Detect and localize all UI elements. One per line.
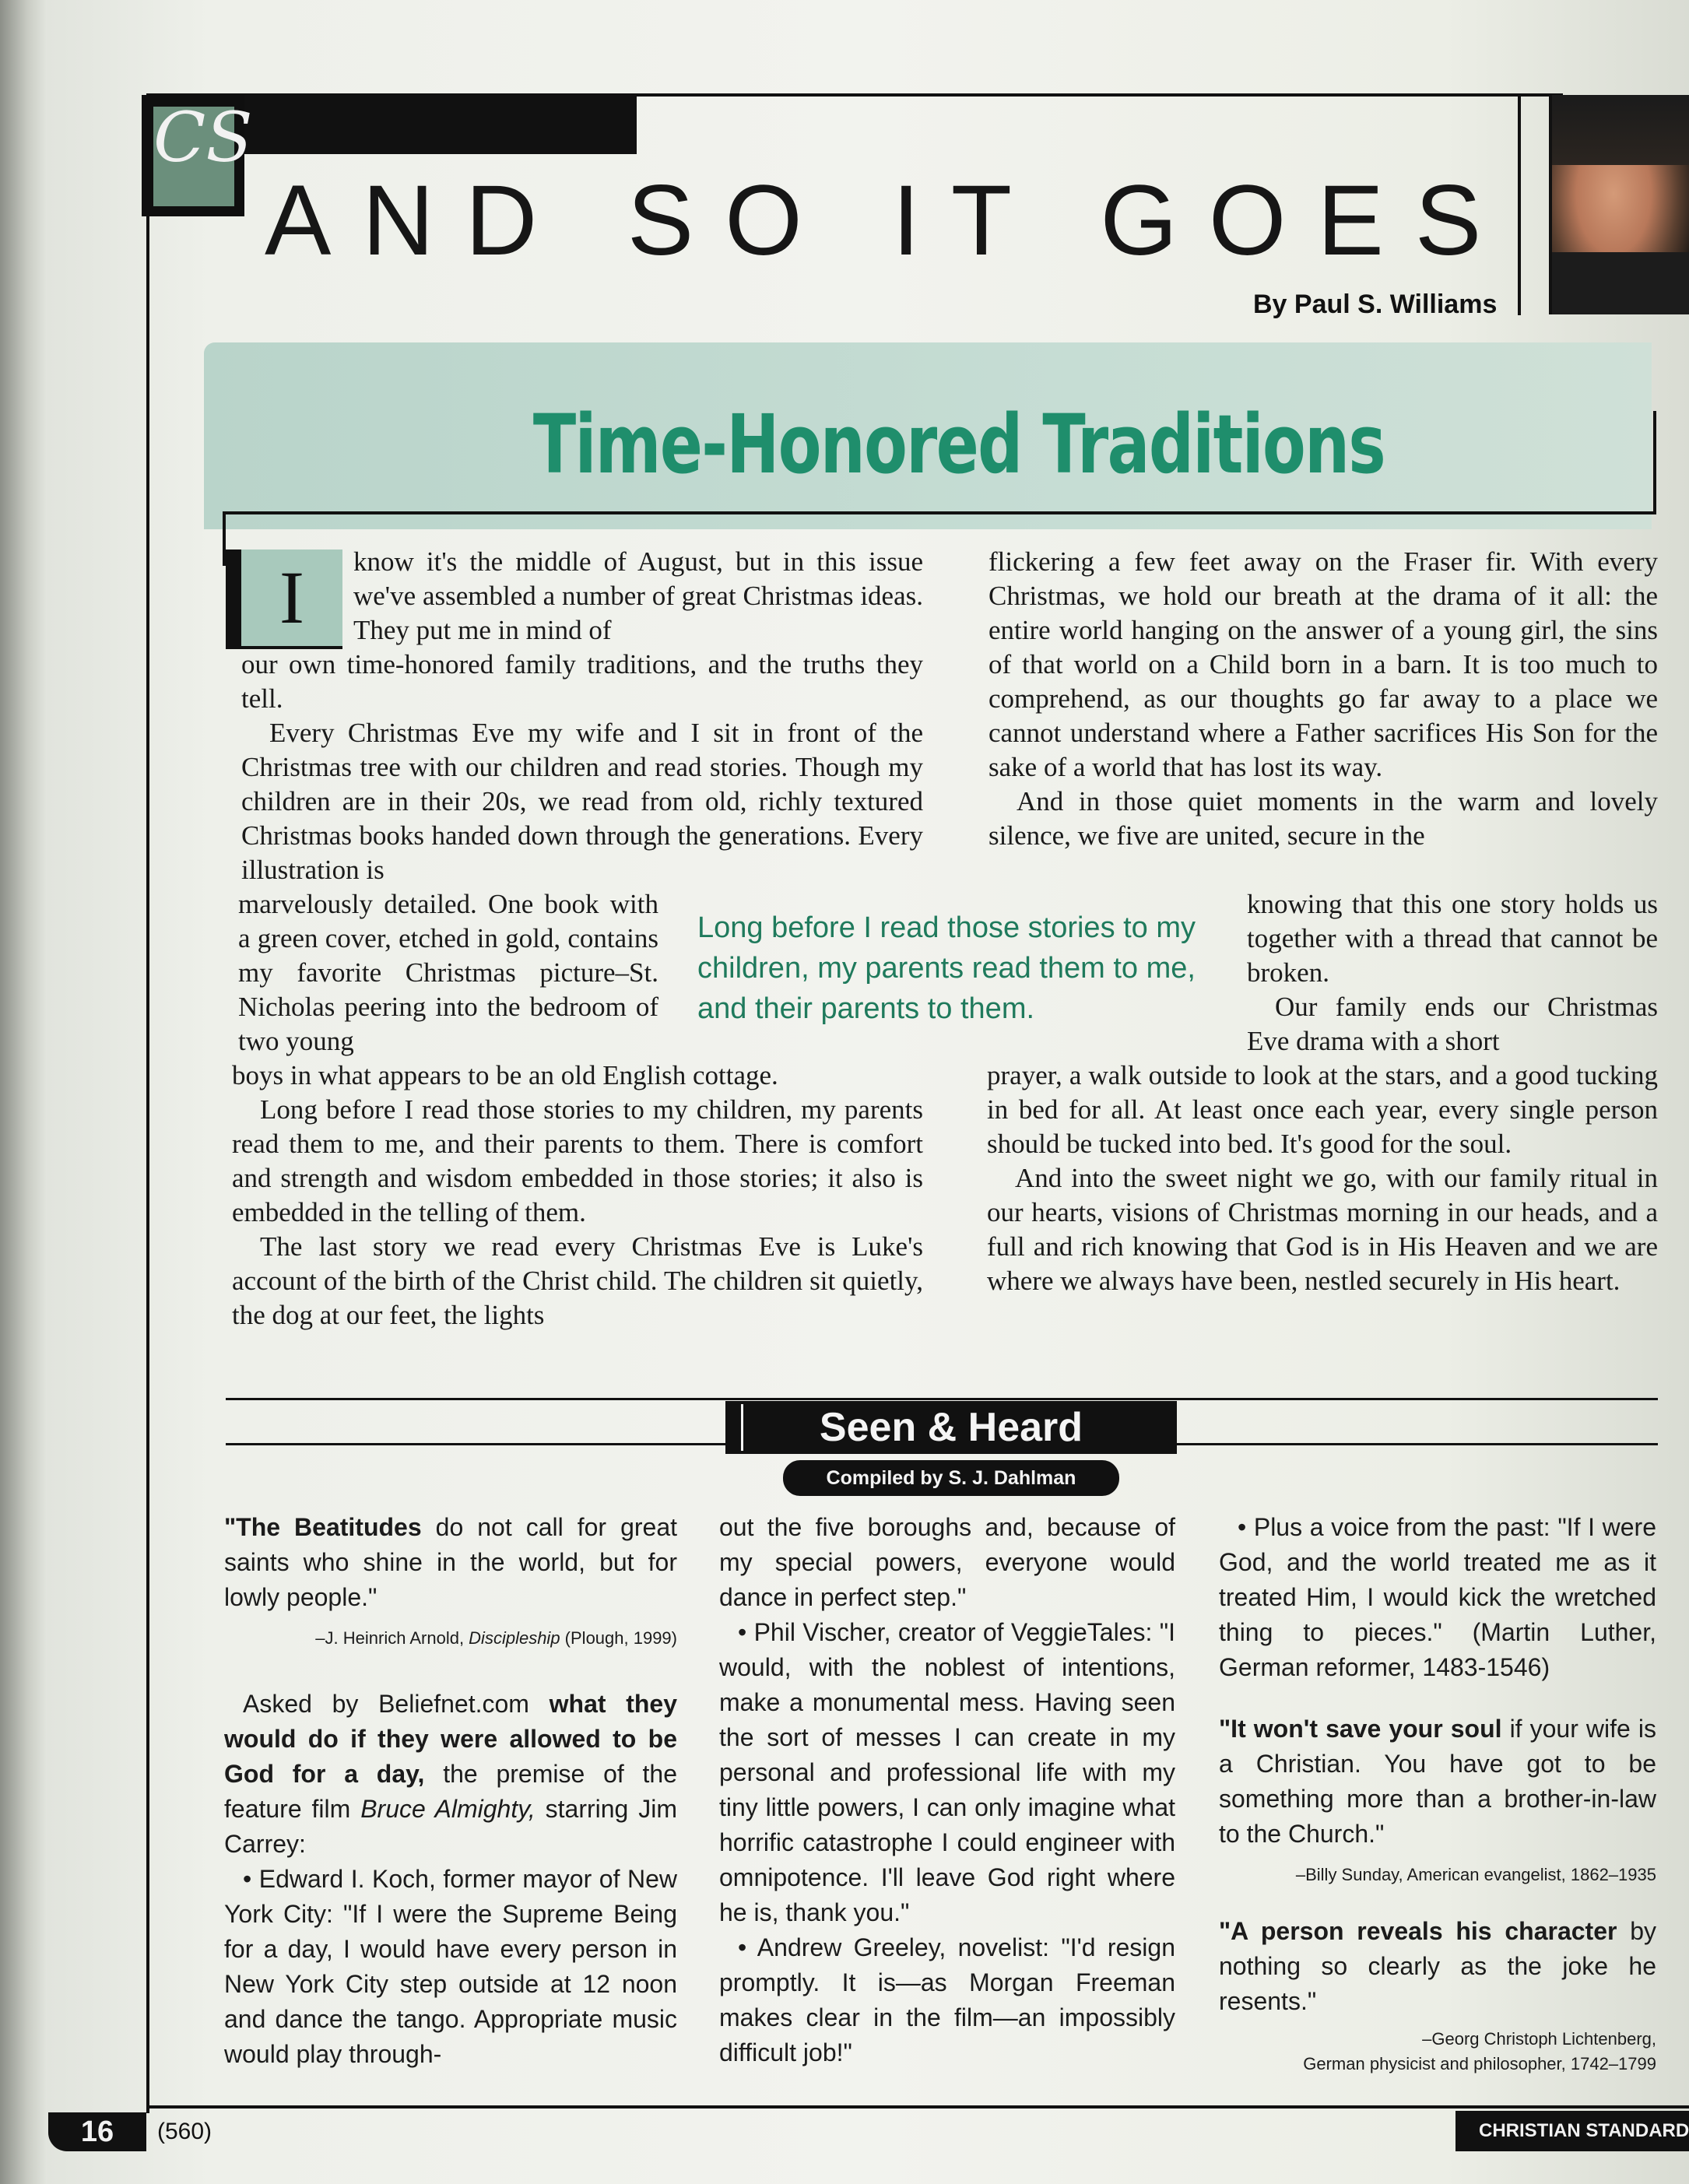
greeley-quote: • Andrew Greeley, novelist: "I'd resign promptly. It is—as Morgan Freeman makes clear in the film—an impossibly difficult job!": [719, 1933, 1175, 2066]
byline: By Paul S. Williams: [1253, 290, 1498, 319]
beatitudes-quote: "The Beatitudes do not call for great saints who shine in the world, but for lowly people.": [224, 1513, 678, 1611]
seen-heard-column-2: [719, 1510, 1175, 2070]
beatitudes-attribution: –J. Heinrich Arnold, Discipleship (Plough, 1999): [315, 1628, 677, 1648]
article-paragraph-5-start: And in those quiet moments in the warm and lovely silence, we five are united, secure in the: [988, 786, 1658, 851]
section-rule-top: [226, 1398, 1658, 1400]
pull-quote: Long before I read those stories to my children, my parents read them to me, and their parents to them.: [697, 911, 1196, 1025]
magazine-name: CHRISTIAN STANDARD: [1455, 2111, 1689, 2151]
article-column-2-top: [988, 545, 1658, 853]
article-paragraph-1-opening: know it's the middle of August, but in this issue we've assembled a number of great Christmas ideas. They put me in mind of: [353, 546, 923, 645]
article-paragraph-5-narrow: knowing that this one story holds us together with a thread that cannot be broken.: [1247, 889, 1658, 988]
magazine-logo: [142, 95, 253, 216]
article-paragraph-4-cont: flickering a few feet away on the Fraser fir. With every Christmas, we hold our breath at the drama of it all: the entire world hanging on the answer of a young girl, the sins of that world on a Child born in a barn. It is too much to comprehend, as our thoughts go far away to a place we cannot understand where a Father sacrifices His Son for the sake of a world that has lost its way.: [988, 546, 1658, 782]
koch-quote-cont: out the five boroughs and, because of my special powers, everyone would dance in perfect step.": [719, 1513, 1175, 1611]
article-paragraph-6-narrow: Our family ends our Christmas Eve drama with a short: [1247, 992, 1658, 1056]
article-paragraph-3: Long before I read those stories to my children, my parents read them to me, and their parents to them. There is comfort and strength and wisdom embedded in those stories; it also is embedded in the telling of them.: [232, 1094, 923, 1227]
article-column-1-top: [241, 648, 923, 887]
author-photo-shirt: [1552, 252, 1689, 314]
logo-monogram: CS: [153, 107, 234, 206]
seen-heard-title: Seen & Heard: [725, 1401, 1177, 1454]
article-paragraph-6-rest: prayer, a walk outside to look at the stars, and a good tucking in bed for all. At least once each year, every single person should be tucked into bed. It's good for the soul.: [987, 1060, 1658, 1159]
lichtenberg-attribution-name: –Georg Christoph Lichtenberg,: [1422, 2029, 1656, 2049]
frame-right-rule: [1518, 93, 1521, 315]
book-spine-shadow: [0, 0, 47, 2184]
article-paragraph-7: And into the sweet night we go, with our family ritual in our hearts, visions of Christmas morning in our heads, and a full and rich knowing that God is in His Heaven and we are where we always have been, nestled securely in His heart.: [987, 1163, 1658, 1296]
article-paragraph-2-end: boys in what appears to be an old English cottage.: [232, 1060, 778, 1090]
vischer-quote: • Phil Vischer, creator of VeggieTales: "I would, with the noblest of intentions, make a monumental mess. Having seen the sort of messes I can create in my personal and professional life with my tiny little powers, I can only imagine what horrific catastrophe I could engineer with omnipotence. I'll leave God right where he is, thank you.": [719, 1618, 1175, 1926]
article-paragraph-4: The last story we read every Christmas Eve is Luke's account of the birth of the Christ child. The children sit quietly, the dog at our feet, the lights: [232, 1231, 923, 1330]
author-photo-hair: [1552, 95, 1689, 165]
drop-cap-letter: I: [241, 550, 342, 646]
luther-quote: • Plus a voice from the past: "If I were God, and the world treated me as it treated Him, I would kick the wretched thing to pieces." (Martin Luther, German reformer, 1483-1546): [1219, 1513, 1656, 1681]
article-title: Time-Honored Traditions: [532, 397, 1385, 492]
frame-left-rule: [146, 93, 149, 2113]
title-bracket-right: [1653, 411, 1656, 514]
seen-heard-column-3: [1219, 1510, 1656, 2077]
seen-heard-compiler: Compiled by S. J. Dahlman: [783, 1460, 1119, 1496]
article-column-2-narrow: [1247, 887, 1658, 1059]
seen-heard-column-1: [224, 1510, 677, 2072]
author-photo: [1549, 95, 1689, 314]
sunday-quote: "It won't save your soul if your wife is a Christian. You have got to be something more than a brother-in-law to the Church.": [1219, 1715, 1657, 1848]
page-number: 16: [48, 2112, 146, 2151]
drop-cap: [226, 550, 342, 649]
lichtenberg-quote: "A person reveals his character by nothing so clearly as the joke he resents.": [1219, 1917, 1657, 2015]
beliefnet-intro: Asked by Beliefnet.com what they would do if they were allowed to be God for a day, the premise of the feature film Bruce Almighty, starring Jim Carrey:: [224, 1690, 678, 1858]
seen-heard-accent-rule: [741, 1404, 743, 1451]
title-bracket-rule: [223, 511, 1656, 514]
lichtenberg-attribution-desc: German physicist and philosopher, 1742–1799: [1303, 2054, 1656, 2073]
sunday-attribution: –Billy Sunday, American evangelist, 1862–1935: [1295, 1865, 1656, 1884]
koch-quote: • Edward I. Koch, former mayor of New York City: "If I were the Supreme Being for a day, I would have every person in New York City step outside at 12 noon and dance the tango. Appropriate music would play through-: [224, 1865, 677, 2068]
frame-bottom-rule: [146, 2105, 1689, 2109]
article-paragraph-2: Every Christmas Eve my wife and I sit in front of the Christmas tree with our children and read stories. Though my children are in their 20s, we read from old, richly textured Christmas books handed down through the generations. Every illustration is: [241, 718, 923, 885]
article-paragraph-1-rest: our own time-honored family traditions, and the truths they tell.: [241, 649, 923, 714]
column-title: AND SO IT GOES: [265, 165, 1513, 276]
article-paragraph-2-narrow: marvelously detailed. One book with a green cover, etched in gold, contains my favorite Christmas picture–St. Nicholas peering into the bedroom of two young: [238, 889, 658, 1056]
article-column-1-bottom: [232, 1059, 923, 1333]
article-column-2-bottom: [987, 1059, 1658, 1298]
page-sequence: (560): [157, 2119, 212, 2144]
